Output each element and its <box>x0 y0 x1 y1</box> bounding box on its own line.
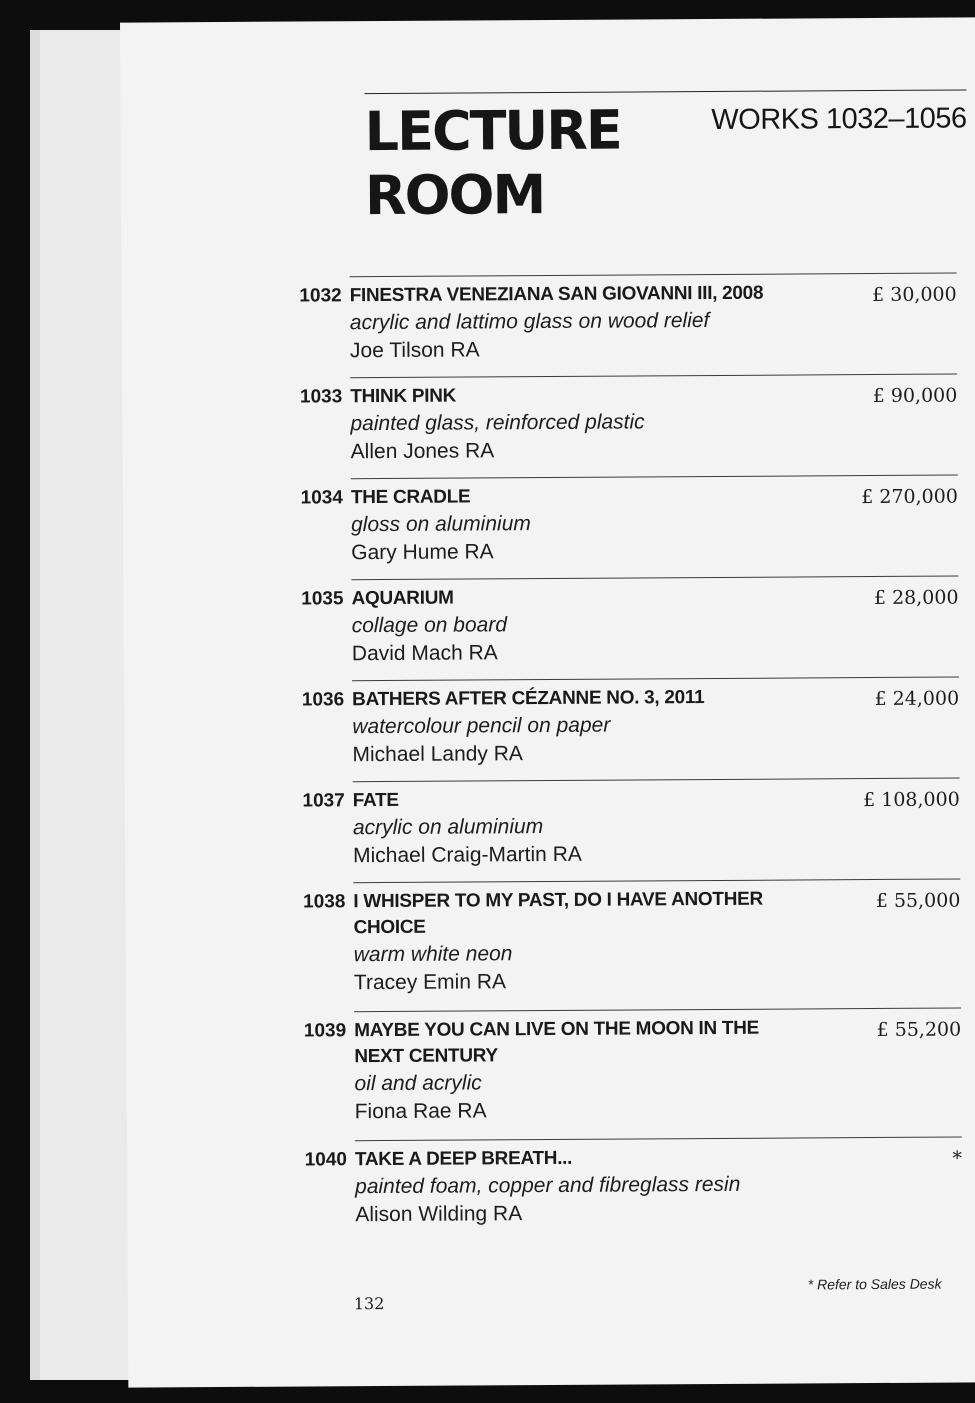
lot-number: 1035 <box>301 588 344 610</box>
lot-entry <box>301 676 960 781</box>
lot-title: MAYBE YOU CAN LIVE ON THE MOON IN THE NEXT CENTURY <box>354 1017 760 1068</box>
lot-price: £ 55,000 <box>875 889 961 913</box>
lot-artist: David Mach RA <box>351 641 498 666</box>
lot-number: 1037 <box>302 790 345 812</box>
lot-price: £ 270,000 <box>861 485 958 509</box>
lot-price: * <box>952 1147 963 1170</box>
lot-number: 1040 <box>304 1149 348 1171</box>
lot-number: 1036 <box>301 689 345 711</box>
lot-artist: Joe Tilson RA <box>349 338 480 363</box>
lot-medium: watercolour pencil on paper <box>352 713 611 739</box>
room-title: LECTURE ROOM <box>364 98 621 228</box>
page-number: 132 <box>353 1294 385 1314</box>
lot-title: TAKE A DEEP BREATH... <box>354 1147 573 1171</box>
lot-medium: acrylic on aluminium <box>352 815 544 840</box>
lot-number: 1032 <box>299 285 342 307</box>
lot-list <box>292 273 963 1242</box>
lot-title: FATE <box>352 789 399 812</box>
lot-entry <box>300 475 959 580</box>
lot-title: I WHISPER TO MY PAST, DO I HAVE ANOTHER CHOICE <box>353 888 763 939</box>
lot-artist: Allen Jones RA <box>350 439 495 464</box>
lot-price: £ 30,000 <box>872 283 957 307</box>
lot-price: £ 108,000 <box>863 788 960 812</box>
lot-entry <box>304 1136 963 1241</box>
lot-artist: Fiona Rae RA <box>354 1099 487 1124</box>
lot-artist: Michael Craig-Martin RA <box>353 842 582 868</box>
lot-artist: Alison Wilding RA <box>355 1202 523 1227</box>
lot-artist: Michael Landy RA <box>352 742 523 767</box>
lot-entry <box>302 777 961 882</box>
section-header <box>364 89 967 228</box>
lot-title: THINK PINK <box>350 385 457 408</box>
lot-entry <box>299 273 958 378</box>
lot-entry <box>299 374 958 479</box>
lot-entry <box>301 576 959 681</box>
footnote: * Refer to Sales Desk <box>807 1275 942 1293</box>
lot-title: BATHERS AFTER CÉZANNE NO. 3, 2011 <box>352 687 705 711</box>
lot-number: 1033 <box>299 386 343 408</box>
lot-medium: painted glass, reinforced plastic <box>350 410 645 436</box>
lot-number: 1038 <box>303 891 346 913</box>
lot-title: AQUARIUM <box>351 587 454 610</box>
lot-number: 1039 <box>303 1020 347 1042</box>
catalogue-page <box>120 17 975 1387</box>
lot-price: £ 55,200 <box>876 1018 962 1042</box>
lot-medium: acrylic and lattimo glass on wood relief <box>349 309 710 335</box>
lot-price: £ 90,000 <box>872 384 958 408</box>
lot-entry <box>303 1007 962 1140</box>
lot-entry <box>303 878 961 1011</box>
lot-medium: painted foam, copper and fibreglass resin <box>355 1172 741 1199</box>
lot-number: 1034 <box>300 487 343 509</box>
lot-title: THE CRADLE <box>350 486 471 509</box>
lot-medium: warm white neon <box>353 942 513 967</box>
lot-medium: collage on board <box>351 613 508 638</box>
lot-artist: Gary Hume RA <box>351 540 494 565</box>
lot-artist: Tracey Emin RA <box>353 970 507 995</box>
lot-medium: oil and acrylic <box>354 1071 482 1096</box>
works-range: WORKS 1032–1056 <box>711 102 967 137</box>
lot-title: FINESTRA VENEZIANA SAN GIOVANNI III, 2008 <box>349 282 764 307</box>
lot-price: £ 24,000 <box>874 687 960 711</box>
lot-medium: gloss on aluminium <box>351 512 531 537</box>
lot-price: £ 28,000 <box>873 586 959 610</box>
